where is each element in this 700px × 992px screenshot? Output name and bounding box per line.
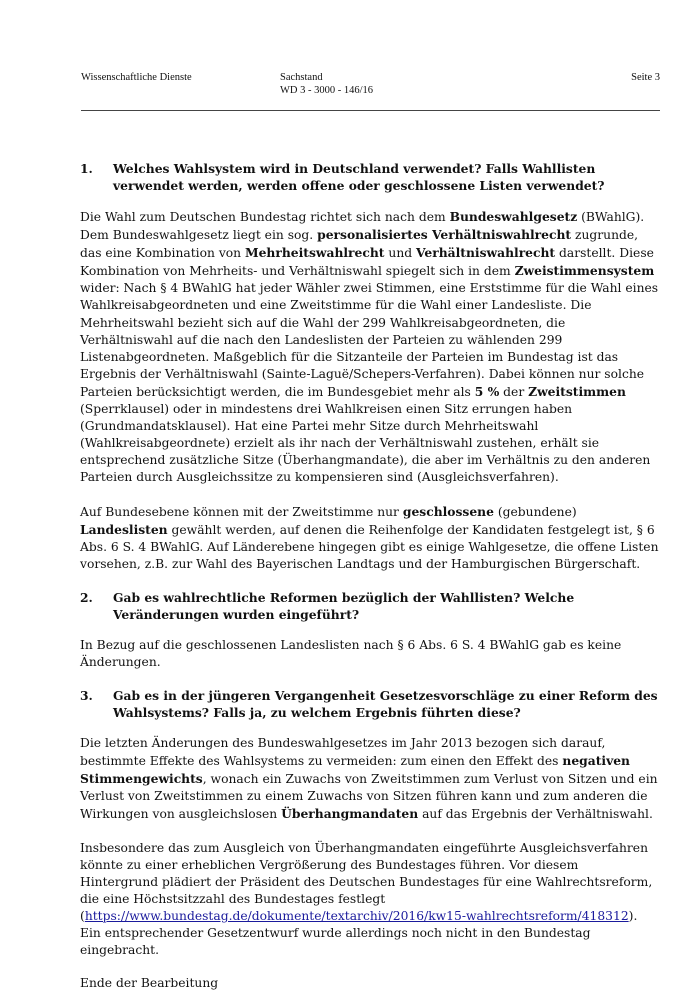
body-paragraph xyxy=(80,503,660,573)
text-run: (gebundene) xyxy=(493,504,577,519)
bold-term: Zweitstimmen xyxy=(528,383,626,399)
text-run: der xyxy=(499,384,529,399)
text-run: In Bezug auf die geschlossenen Landeslisten nach § 6 Abs. 6 S. 4 BWahlG gab es keine Änderungen. xyxy=(80,637,622,669)
text-run: (BWahlG). Dem Bundeswahlgesetz liegt ein sog. xyxy=(80,210,645,243)
question-text: Gab es wahlrechtliche Reformen bezüglich der Wahllisten? Welche Veränderungen wurden eingeführt? xyxy=(113,589,575,622)
header-doc-number: WD 3 - 3000 - 146/16 xyxy=(280,85,374,96)
text-run: wider: Nach § 4 BWahlG hat jeder Wähler zwei Stimmen, eine Erststimme für die Wahl eines Wahlkreisabgeordneten und eine Zweitstimme für die Wahl einer Landesliste. Die Mehrheitswahl bezieht sich auf die Wahl der 299 Wahlkreisabgeordneten, die Verhältniswahl auf die nach den Landeslisten der Parteien zu wählenden 299 Listenabgeordneten. Maßgeblich für die Sitzanteile der Parteien im Bundestag ist das Ergebnis der Verhältniswahl (Sainte-Laguë/Schepers-Verfahren). Dabei können nur solche Parteien berücksichtigt werden, die im Bundesgebiet mehr als xyxy=(80,281,659,399)
text-run: und xyxy=(384,246,417,261)
question-text: Gab es in der jüngeren Vergangenheit Gesetzesvorschläge zu einer Reform des Wahlsystems? Falls ja, zu welchem Ergebnis führten diese? xyxy=(113,688,658,721)
body-paragraph xyxy=(80,840,660,960)
question-number: 3. xyxy=(80,688,93,704)
bold-term: 5 % xyxy=(474,383,500,399)
bold-term: Mehrheitswahlrecht xyxy=(245,245,385,261)
question-heading xyxy=(80,687,660,721)
question-number: 2. xyxy=(80,589,93,605)
text-run: gewählt werden, auf denen die Reihenfolge der Kandidaten festgelegt ist, § 6 Abs. 6 S. 4 BWahlG. Auf Länderebene hingegen gibt es einige Wahlgesetze, die offene Listen vorsehen, z.B. zur Wahl des Bayerischen Landtags und der Hamburgischen Bürgerschaft. xyxy=(80,522,659,571)
text-run: , wonach ein Zuwachs von Zweitstimmen zum Verlust von Sitzen und ein Verlust von Zweitstimmen zu einem Zuwachs von Sitzen führen kann und zum anderen die Wirkungen von ausgleichslosen xyxy=(80,772,658,822)
question-number: 1. xyxy=(80,161,93,176)
bold-term: Zweistimmensystem xyxy=(514,263,655,279)
question-text: Welches Wahlsystem wird in Deutschland verwendet? Falls Wahllisten verwendet werden, werden offene oder geschlossene Listen verwendet? xyxy=(113,161,605,193)
bold-term: geschlossene xyxy=(402,503,494,519)
body-paragraph xyxy=(80,637,660,671)
reference-link[interactable]: https://www.bundestag.de/dokumente/textarchiv/2016/kw15-wahlrechtsreform/418312 xyxy=(84,908,629,923)
page-header xyxy=(81,71,660,111)
header-document-info xyxy=(280,71,373,97)
bold-term: Überhangmandaten xyxy=(281,806,419,822)
header-page-number: Seite 3 xyxy=(631,72,660,83)
text-run: Die Wahl zum Deutschen Bundestag richtet sich nach dem xyxy=(80,210,450,224)
header-doc-type: Sachstand xyxy=(280,72,323,83)
text-run: auf das Ergebnis der Verhältniswahl. xyxy=(418,807,653,822)
header-department: Wissenschaftliche Dienste xyxy=(81,72,192,83)
bold-term: Bundeswahlgesetz xyxy=(449,209,578,224)
bold-term: negativen Stimmengewichts xyxy=(80,753,630,787)
bold-term: personalisiertes Verhältniswahlrecht xyxy=(317,227,572,243)
text-run: darstellt. Diese Kombination von Mehrheits- und Verhältniswahl spiegelt sich in dem xyxy=(80,246,654,279)
closing-note: Ende der Bearbeitung xyxy=(80,976,219,991)
body-paragraph xyxy=(80,208,660,487)
body-paragraph xyxy=(80,735,660,823)
bold-term: Verhältniswahlrecht xyxy=(416,245,556,261)
text-run: (Sperrklausel) oder in mindestens drei Wahlkreisen einen Sitz errungen haben (Grundmandatsklausel). Hat eine Partei mehr Sitze durch Mehrheitswahl (Wahlkreisabgeordnete) erzielt als ihr nach der Verhältniswahl zustehen, erhält sie entsprechend zusätzliche Sitze (Überhangmandate), die aber im Verhältnis zu den anderen Parteien durch Ausgleichssitze zu kompensieren sind (Ausgleichsverfahren). xyxy=(80,402,651,485)
document-body xyxy=(80,160,660,992)
text-run: Die letzten Änderungen des Bundeswahlgesetzes im Jahr 2013 bezogen sich darauf, bestimmte Effekte des Wahlsystems zu vermeiden: zum einen den Effekt des xyxy=(80,736,606,769)
bold-term: Landeslisten xyxy=(80,521,168,537)
header-divider xyxy=(81,110,660,111)
text-run: ). Ein entsprechender Gesetzentwurf wurde allerdings noch nicht in den Bundestag eingebracht. xyxy=(80,908,638,958)
text-run: zugrunde, das eine Kombination von xyxy=(80,228,639,261)
text-run: Auf Bundesebene können mit der Zweitstimme nur xyxy=(80,504,403,519)
text-run: Insbesondere das zum Ausgleich von Überhangmandaten eingeführte Ausgleichsverfahren könnte zu einer erheblichen Vergrößerung des Bundestages führen. Vor diesem Hintergrund plädiert der Präsident des Deutschen Bundestages für eine Wahlrechtsreform, die eine Höchstsitzzahl des Bundestages festlegt ( xyxy=(80,840,653,923)
question-heading xyxy=(80,160,660,194)
question-heading xyxy=(80,589,660,623)
sections-container xyxy=(80,160,660,959)
